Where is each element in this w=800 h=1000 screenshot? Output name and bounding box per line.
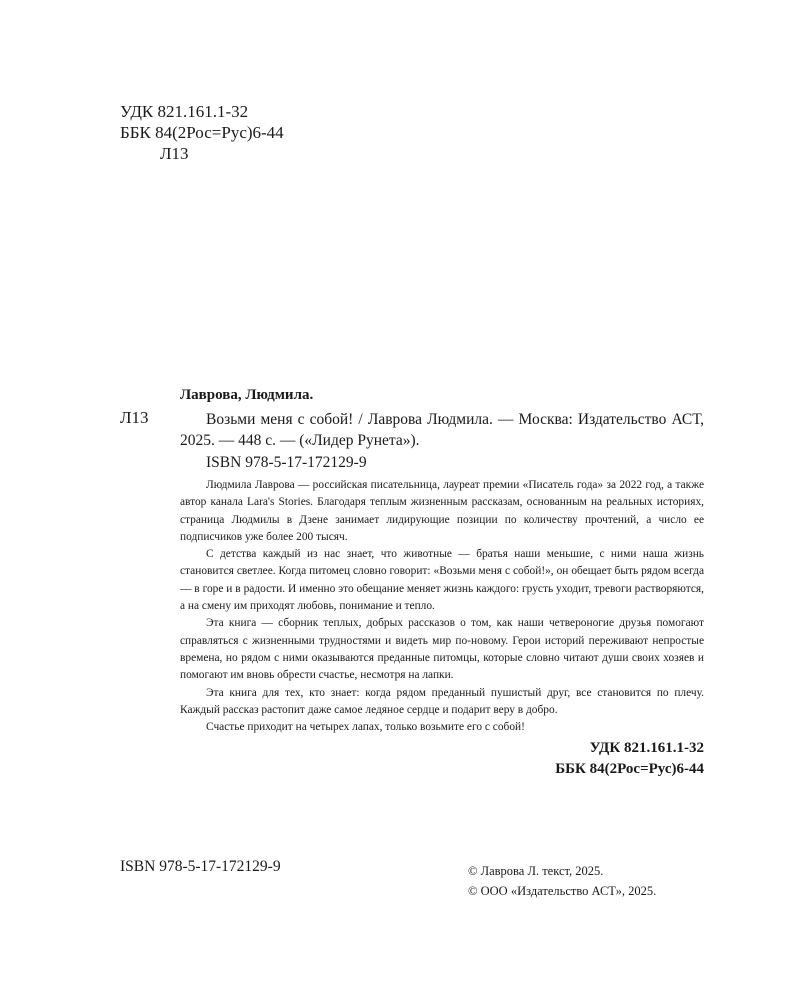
classification-udk: УДК 821.161.1-32 — [589, 740, 704, 756]
bbk-code: ББК 84(2Рос=Рус)6-44 — [120, 123, 284, 142]
copyright-block — [468, 861, 656, 901]
annotation-paragraph: Эта книга — сборник теплых, добрых рассказов о том, как наши четвероногие друзья помогают справляться с жизненными трудностями и видеть мир по-новому. Герои историй переживают непростые времена, но рядом с ними оказываются преданные питомцы, которые словно читают души своих хозяев и помогают им вновь обрести счастье, несмотря на лапки. — [180, 617, 704, 682]
annotation — [180, 477, 704, 736]
annotation-paragraph: Эта книга для тех, кто знает: когда рядом преданный пушистый друг, все становится по плечу. Каждый рассказ растопит даже самое ледяное сердце и подарит веру в добро. — [180, 686, 704, 716]
annotation-paragraph: Людмила Лаврова — российская писательница, лауреат премии «Писатель года» за 2022 год, а также автор канала Lara's Stories. Благодаря теплым жизненным рассказам, основанным на реальных историях, страница Людмилы в Дзене занимает лидирующие позиции по количеству прочтений, а число ее подписчиков уже более 200 тысяч. — [180, 479, 704, 543]
classification-bbk: ББК 84(2Рос=Рус)6-44 — [555, 761, 704, 777]
annotation-paragraph: Счастье приходит на четырех лапах, только возьмите его с собой! — [206, 721, 525, 734]
udk-header-block — [120, 101, 284, 164]
copyright-author: © Лаврова Л. текст, 2025. — [468, 864, 604, 878]
author-mark: Л13 — [160, 144, 189, 163]
catalog-isbn: ISBN 978-5-17-172129-9 — [206, 454, 367, 471]
copyright-publisher: © ООО «Издательство АСТ», 2025. — [468, 884, 657, 898]
footer-isbn: ISBN 978-5-17-172129-9 — [120, 858, 281, 875]
udk-code: УДК 821.161.1-32 — [120, 102, 249, 121]
classification-block — [420, 738, 704, 780]
catalog-side-mark: Л13 — [120, 408, 149, 427]
catalog-author: Лаврова, Людмила. — [180, 387, 314, 403]
annotation-paragraph: С детства каждый из нас знает, что животные — братья наши меньшие, с ними наша жизнь становится светлее. Когда питомец словно говорит: «Возьми меня с собой!», он обещает быть рядом всегда — в горе и в радости. И именно это обещание меняет жизнь каждого: грусть уходит, тревоги растворяются, а на смену им приходят любовь, понимание и тепло. — [180, 548, 704, 613]
catalog-title: Возьми меня с собой! / Лаврова Людмила. — Москва: Издательство АСТ, 2025. — 448 с. — («Лидер Рунета»). — [180, 411, 704, 449]
